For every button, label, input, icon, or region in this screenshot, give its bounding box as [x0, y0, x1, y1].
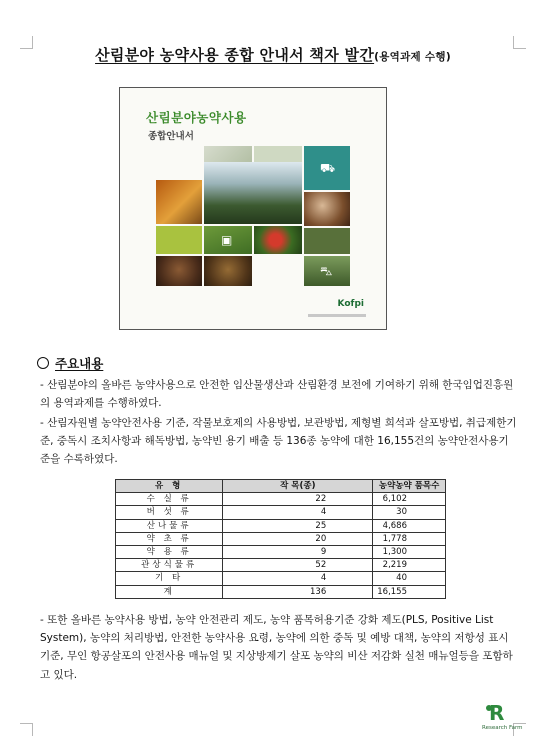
cover-tile-chestnut	[156, 256, 202, 286]
table-cell: 1,300	[373, 545, 446, 558]
section-heading-label: 주요내용	[55, 356, 104, 371]
bullet-2: - 산림자원별 농약안전사용 기준, 작물보호제의 사용방법, 보관방법, 제형별 희석과 살포방법, 취급제한기준, 중독시 조치사항과 해독방법, 농약빈 용기 배출 등 136종 농약에 대한 16,155건의 농약안전사용기준을 수록하였다.	[40, 417, 517, 466]
table-header-row	[116, 480, 446, 493]
table-cell: 20	[223, 532, 373, 545]
book-cover-image	[119, 87, 387, 330]
table-cell: 6,102	[373, 493, 446, 506]
research-farm-logo	[482, 701, 523, 735]
cover-tile-olive	[304, 228, 350, 254]
table-cell: 4	[223, 506, 373, 519]
table-cell: 2,219	[373, 559, 446, 572]
table-cell: 40	[373, 572, 446, 585]
table-cell: 52	[223, 559, 373, 572]
title-sub: (용역과제 수행)	[374, 51, 451, 63]
table-cell: 버 섯 류	[116, 506, 223, 519]
cover-tile-lime	[156, 226, 202, 254]
table-header: 농약농약 품목수	[373, 480, 446, 493]
pesticide-summary-table	[115, 479, 446, 599]
table-cell: 1,778	[373, 532, 446, 545]
table-cell: 약 초 류	[116, 532, 223, 545]
table-cell: 산나물류	[116, 519, 223, 532]
table-row	[116, 506, 446, 519]
table-cell: 4,686	[373, 519, 446, 532]
table-row	[116, 493, 446, 506]
table-total-row	[116, 585, 446, 598]
table-cell: 22	[223, 493, 373, 506]
table-cell: 25	[223, 519, 373, 532]
cover-tile-pine-forest	[204, 162, 302, 224]
cover-title: 산림분야농약사용	[146, 110, 247, 125]
table-cell: 약 용 류	[116, 545, 223, 558]
table-cell: 기 타	[116, 572, 223, 585]
cover-tile-mushroom	[304, 192, 350, 226]
box-icon: ▣	[221, 233, 233, 247]
table-cell: 30	[373, 506, 446, 519]
van-icon: ⛟	[320, 161, 336, 175]
table-cell: 수 실 류	[116, 493, 223, 506]
table-row	[116, 519, 446, 532]
circle-bullet-icon	[37, 357, 49, 369]
document-title	[0, 44, 546, 65]
crop-mark-bottom-left	[20, 723, 33, 736]
cover-tile-raspberry	[254, 226, 302, 254]
logo-mark: R	[489, 701, 505, 725]
cover-tile-persimmon	[156, 180, 202, 224]
logo-caption-bar	[308, 314, 366, 317]
cover-subtitle: 종합안내서	[148, 131, 194, 142]
table-header: 유 형	[116, 480, 223, 493]
cover-tile-teal	[304, 146, 350, 190]
table-cell: 136	[223, 585, 373, 598]
table-row	[116, 572, 446, 585]
title-main: 산림분야 농약사용 종합 안내서 책자 발간	[95, 46, 375, 64]
bullet-3: - 또한 올바른 농약사용 방법, 농약 안전관리 제도, 농약 품목허용기준 강화 제도(PLS, Positive List System), 농약의 처리방법, 안전한 농약사용 요령, 농약에 의한 중독 및 예방 대책, 농약의 저항성 표시기준, 무인 항공살포의 안전사용 매뉴얼 및 지상방제기 살포 농약의 비산 저감화 실천 매뉴얼등을 포함하고 있다.	[40, 614, 513, 681]
bullet-1: - 산림분야의 올바른 농약사용으로 안전한 임산물생산과 산림환경 보전에 기여하기 위해 한국임업진흥원의 용역과제를 수행하였다.	[40, 379, 514, 410]
section-heading	[37, 354, 103, 372]
cart-icon: ⛍	[320, 264, 333, 278]
table-row	[116, 532, 446, 545]
table-cell: 계	[116, 585, 223, 598]
table-cell: 관상식물류	[116, 559, 223, 572]
kofpi-logo: Kofpi	[337, 299, 364, 309]
cover-tile-green	[204, 226, 252, 254]
cover-tile-forest	[304, 256, 350, 286]
table-row	[116, 545, 446, 558]
table-cell: 9	[223, 545, 373, 558]
table-cell: 16,155	[373, 585, 446, 598]
table-cell: 4	[223, 572, 373, 585]
table-header: 작 목(종)	[223, 480, 373, 493]
cover-tile-chestnut-2	[204, 256, 252, 286]
logo-text: Research Farm	[482, 725, 523, 731]
table-row	[116, 559, 446, 572]
